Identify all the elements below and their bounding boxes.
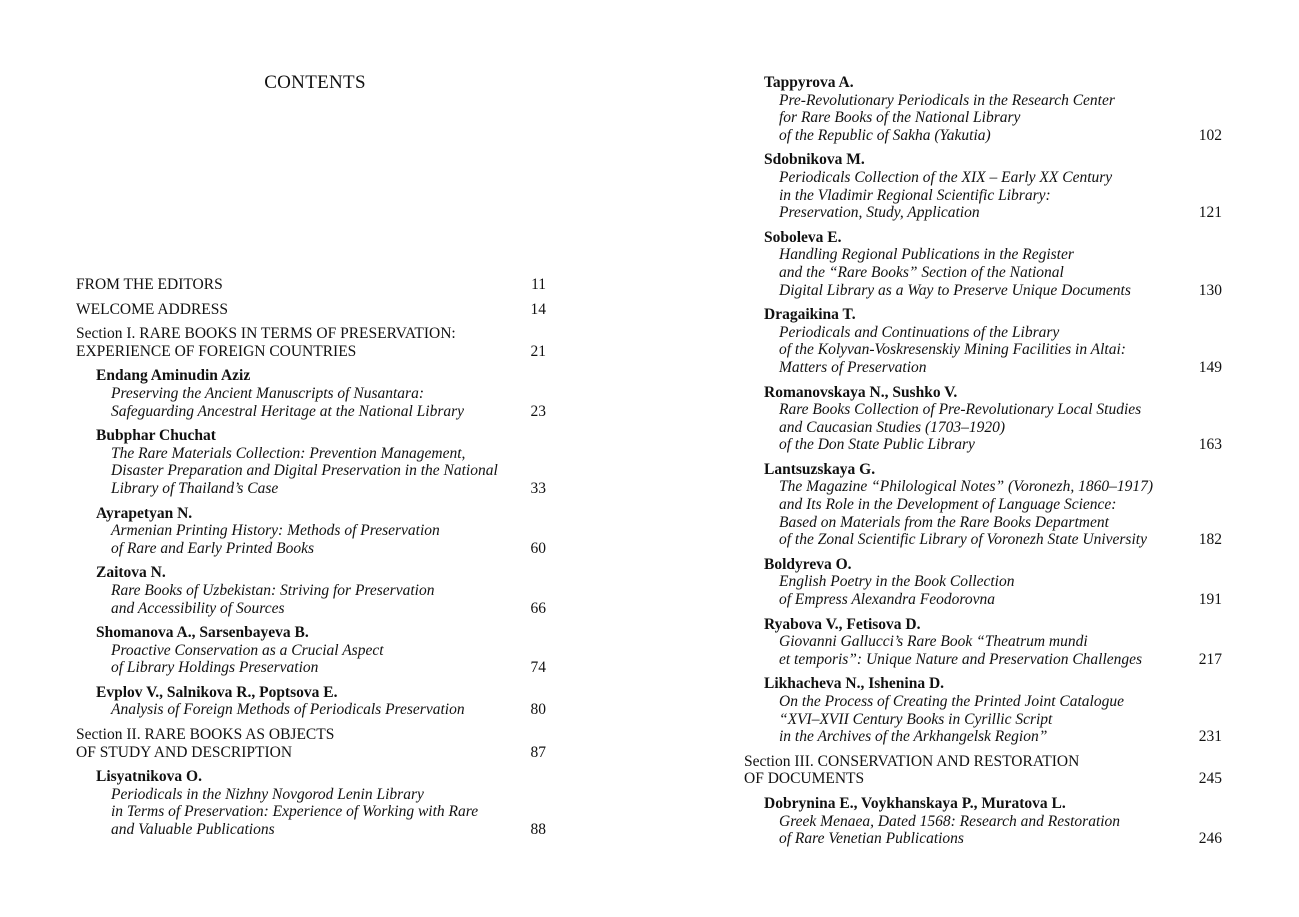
article-title-line: Library of Thailand’s Case: [111, 479, 279, 497]
page-number: 191: [1198, 591, 1222, 609]
article-title-line: Preserving the Ancient Manuscripts of Nusantara:: [111, 384, 424, 402]
article-title: [111, 786, 546, 839]
article-title-line: Proactive Conservation as a Crucial Aspect: [111, 641, 384, 659]
article-author: Ayrapetyan N.: [96, 504, 193, 522]
page-number: 14: [530, 300, 546, 318]
article-title: [779, 401, 1222, 454]
article-author: Likhacheva N., Ishenina D.: [764, 675, 945, 693]
article-title-line: “XVI–XVII Century Books in Cyrillic Script: [779, 710, 1053, 728]
page-number: 60: [530, 539, 546, 557]
page-number: 21: [530, 342, 546, 360]
article-title-line: and Accessibility of Sources: [111, 599, 285, 617]
article-title-line: of the Republic of Sakha (Yakutia): [779, 126, 991, 144]
page-number: 66: [530, 599, 546, 617]
article-title-line: and Its Role in the Development of Language Science:: [779, 496, 1117, 514]
article-title-line: Matters of Preservation: [779, 358, 927, 376]
page-number: 246: [1198, 830, 1222, 848]
article-author: Lisyatnikova O.: [96, 768, 202, 786]
article-title: [111, 445, 546, 498]
article-title-line: Safeguarding Ancestral Heritage at the National Library: [111, 402, 465, 420]
toc-article-entry[interactable]: [744, 306, 1222, 376]
article-title-line: in Terms of Preservation: Experience of Working with Rare: [111, 803, 479, 821]
article-title: [111, 701, 546, 719]
article-author: Lantsuzskaya G.: [764, 460, 876, 478]
toc-article-entry[interactable]: [76, 624, 546, 677]
article-title-line: Periodicals and Continuations of the Library: [779, 323, 1060, 341]
toc-article-entry[interactable]: [744, 384, 1222, 454]
article-title-line: for Rare Books of the National Library: [779, 109, 1021, 127]
article-title-line: of Empress Alexandra Feodorovna: [779, 591, 995, 609]
section-title-line: Section I. RARE BOOKS IN TERMS OF PRESERVATION:: [76, 325, 456, 343]
article-title: [111, 582, 546, 617]
toc-article-entry[interactable]: [76, 367, 546, 420]
section-title-line: EXPERIENCE OF FOREIGN COUNTRIES: [76, 342, 357, 360]
toc-article-entry[interactable]: [76, 505, 546, 558]
toc-article-entry[interactable]: [744, 74, 1222, 144]
toc-section-entry[interactable]: [76, 301, 546, 319]
toc-section-entry[interactable]: [744, 753, 1222, 788]
page-number: 217: [1198, 650, 1222, 668]
article-title-line: and Valuable Publications: [111, 821, 275, 839]
article-title-line: of Library Holdings Preservation: [111, 659, 319, 677]
section-title-line: OF DOCUMENTS: [744, 770, 865, 788]
article-title-line: Rare Books Collection of Pre-Revolutionary Local Studies: [779, 401, 1142, 419]
article-title: [779, 633, 1222, 668]
right-page: [650, 0, 1299, 917]
article-title: [779, 813, 1222, 848]
article-title-line: Rare Books of Uzbekistan: Striving for Preservation: [111, 581, 435, 599]
article-author: Romanovskaya N., Sushko V.: [764, 383, 958, 401]
section-title-line: FROM THE EDITORS: [76, 276, 223, 293]
page-number: 163: [1198, 436, 1222, 454]
article-author: Soboleva E.: [764, 228, 842, 246]
page-number: 74: [530, 659, 546, 677]
page-number: 149: [1198, 358, 1222, 376]
article-title-line: et temporis”: Unique Nature and Preservation Challenges: [779, 650, 1143, 668]
page-number: 182: [1198, 531, 1222, 549]
article-author: Tappyrova A.: [764, 74, 854, 91]
article-title-line: and Caucasian Studies (1703–1920): [779, 418, 1006, 436]
article-title-line: The Rare Materials Collection: Prevention Management,: [111, 444, 466, 462]
page-number: 102: [1198, 126, 1222, 144]
page-number: 80: [530, 701, 546, 719]
article-author: Sdobnikova M.: [764, 151, 865, 169]
page-number: 87: [530, 743, 546, 761]
page-number: 121: [1198, 204, 1222, 222]
section-title-line: Section II. RARE BOOKS AS OBJECTS: [76, 726, 335, 744]
article-title-line: On the Process of Creating the Printed Joint Catalogue: [779, 693, 1124, 710]
article-title: [779, 324, 1222, 377]
article-title: [111, 385, 546, 420]
article-title-line: Greek Menaea, Dated 1568: Research and Restoration: [779, 812, 1121, 830]
article-title-line: Digital Library as a Way to Preserve Unique Documents: [779, 281, 1131, 299]
toc-article-entry[interactable]: [76, 684, 546, 719]
page-number: 11: [531, 276, 546, 293]
article-title-line: of Rare and Early Printed Books: [111, 539, 315, 557]
toc-article-entry[interactable]: [744, 461, 1222, 549]
article-title-line: Giovanni Gallucci’s Rare Book “Theatrum mundi: [779, 633, 1088, 651]
article-title: [779, 693, 1222, 746]
article-author: Endang Aminudin Aziz: [96, 367, 251, 385]
article-title-line: of the Kolyvan-Voskresenskiy Mining Facilities in Altai:: [779, 341, 1126, 359]
toc-article-entry[interactable]: [744, 229, 1222, 299]
toc-article-entry[interactable]: [744, 556, 1222, 609]
article-title: [111, 642, 546, 677]
article-title-line: Preservation, Study, Application: [779, 204, 980, 222]
article-author: Dragaikina T.: [764, 306, 856, 324]
page-number: 33: [530, 479, 546, 497]
section-title-line: WELCOME ADDRESS: [76, 300, 228, 318]
section-title-line: Section III. CONSERVATION AND RESTORATION: [744, 752, 1080, 770]
contents-heading: CONTENTS: [264, 72, 366, 93]
article-title: [779, 169, 1222, 222]
article-author: Zaitova N.: [96, 564, 166, 582]
article-author: Evplov V., Salnikova R., Poptsova E.: [96, 683, 338, 701]
article-title-line: Based on Materials from the Rare Books Department: [779, 513, 1109, 531]
toc-article-entry[interactable]: [744, 151, 1222, 221]
article-title-line: in the Archives of the Arkhangelsk Region”: [779, 728, 1048, 746]
article-title: [779, 92, 1222, 145]
article-author: Boldyreva O.: [764, 555, 852, 573]
page-number: 88: [530, 821, 546, 839]
toc-right-list: [744, 74, 1222, 855]
article-author: Bubphar Chuchat: [96, 427, 216, 445]
toc-article-entry[interactable]: [76, 564, 546, 617]
toc-left-list: [76, 276, 546, 846]
article-title: [111, 522, 546, 557]
article-title-line: in the Vladimir Regional Scientific Library:: [779, 186, 1051, 204]
article-title-line: Armenian Printing History: Methods of Preservation: [111, 522, 440, 540]
article-author: Ryabova V., Fetisova D.: [764, 615, 921, 633]
toc-section-entry[interactable]: [76, 276, 546, 294]
article-title-line: Disaster Preparation and Digital Preservation in the National: [111, 462, 498, 480]
toc-article-entry[interactable]: [744, 675, 1222, 745]
toc-article-entry[interactable]: [76, 427, 546, 497]
toc-article-entry[interactable]: [744, 795, 1222, 848]
page-number: 245: [1198, 770, 1222, 788]
page-number: 130: [1198, 281, 1222, 299]
toc-article-entry[interactable]: [76, 768, 546, 838]
article-title-line: Handling Regional Publications in the Register: [779, 246, 1074, 264]
page-number: 231: [1198, 728, 1222, 746]
article-title-line: The Magazine “Philological Notes” (Voronezh, 1860–1917): [779, 478, 1153, 496]
page-number: 23: [530, 402, 546, 420]
article-title-line: and the “Rare Books” Section of the National: [779, 263, 1064, 281]
article-title: [779, 478, 1222, 548]
article-title-line: English Poetry in the Book Collection: [779, 573, 1015, 591]
toc-article-entry[interactable]: [744, 616, 1222, 669]
toc-section-entry[interactable]: [76, 325, 546, 360]
section-title-line: OF STUDY AND DESCRIPTION: [76, 743, 293, 761]
article-author: Shomanova A., Sarsenbayeva B.: [96, 624, 309, 642]
article-author: Dobrynina E., Voykhanskaya P., Muratova L.: [764, 794, 1066, 812]
article-title-line: Periodicals in the Nizhny Novgorod Lenin Library: [111, 785, 424, 803]
toc-section-entry[interactable]: [76, 726, 546, 761]
article-title: [779, 573, 1222, 608]
article-title-line: Periodicals Collection of the XIX – Early XX Century: [779, 168, 1113, 186]
article-title-line: Analysis of Foreign Methods of Periodicals Preservation: [111, 701, 465, 719]
article-title: [779, 246, 1222, 299]
article-title-line: of the Don State Public Library: [779, 436, 975, 454]
article-title-line: of Rare Venetian Publications: [779, 830, 964, 848]
article-title-line: Pre-Revolutionary Periodicals in the Research Center: [779, 91, 1115, 109]
article-title-line: of the Zonal Scientific Library of Voronezh State University: [779, 531, 1147, 549]
